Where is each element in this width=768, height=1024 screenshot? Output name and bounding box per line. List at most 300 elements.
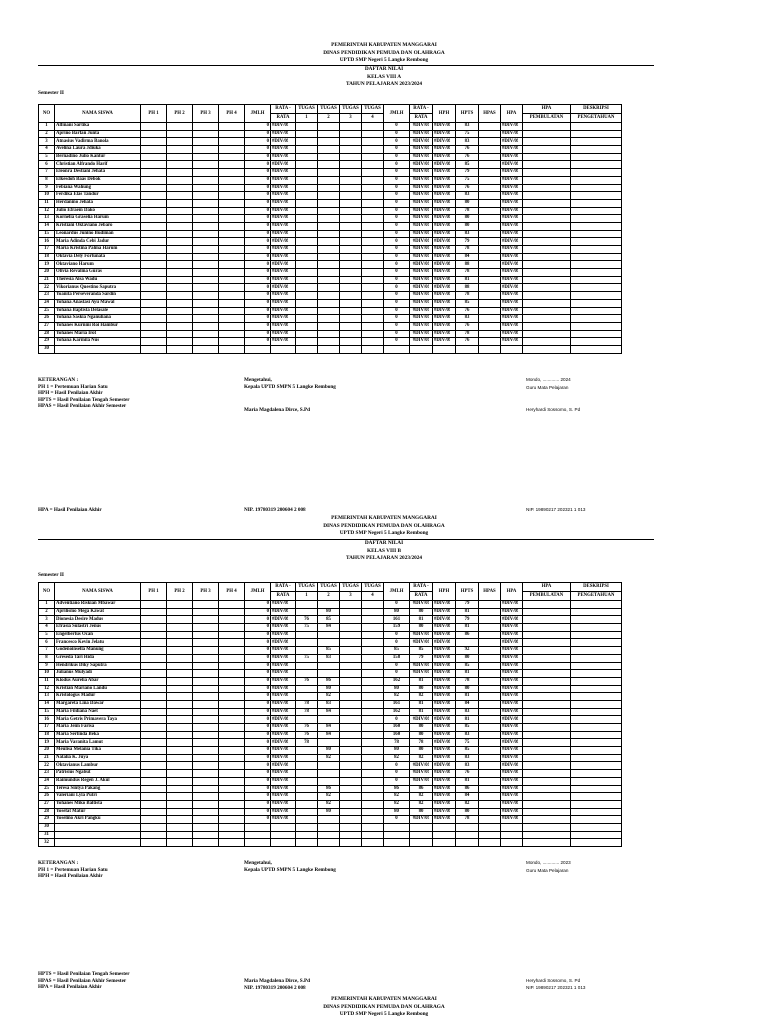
cell-t1 [296,330,318,338]
cell-empty [167,222,193,230]
cell-empty [141,238,167,246]
principal-block-b [244,860,336,873]
cell-jmlh: 0 [245,785,271,793]
cell-empty [167,808,193,816]
cell-hpa: #DIV/0! [501,762,523,770]
cell-empty [523,261,571,269]
cell-hpa: #DIV/0! [501,215,523,223]
cell-jmlh2: 0 [384,631,410,639]
cell-empty [340,616,362,624]
cell-empty [571,601,622,609]
cell-hpa [501,831,523,839]
cell-empty [571,330,622,338]
cell-jmlh: 0 [245,299,271,307]
cell-no: 28 [39,330,55,338]
cell-hpts: 78 [456,292,479,300]
cell-no: 1 [39,123,55,131]
cell-t1 [296,153,318,161]
cell-hpts: 79 [456,601,479,609]
cell-empty [479,269,501,277]
cell-rata2: #DIV/0! [410,153,433,161]
cell-empty [219,322,245,330]
cell-empty [571,215,622,223]
cell-hpts: 80 [456,222,479,230]
cell-t1 [296,169,318,177]
cell-no: 20 [39,269,55,277]
cell-empty [571,292,622,300]
cell-empty [479,808,501,816]
cell-hpa: #DIV/0! [501,315,523,323]
cell-empty [362,199,384,207]
cell-empty [523,192,571,200]
cell-hph: #DIV/0! [433,246,456,254]
cell-empty [523,153,571,161]
cell-jmlh2: 0 [384,169,410,177]
cell-hph: #DIV/0! [433,700,456,708]
cell-empty [141,762,167,770]
cell-empty [219,338,245,346]
cell-empty [571,708,622,716]
cell-empty [219,138,245,146]
cell-empty [141,307,167,315]
cell-hph: #DIV/0! [433,261,456,269]
cell-empty [571,785,622,793]
cell-jmlh2: 0 [384,153,410,161]
cell-empty [193,716,219,724]
cell-rata: #DIV/0! [271,747,296,755]
cell-hph: #DIV/0! [433,299,456,307]
cell-empty [479,138,501,146]
col-ph2: PH 2 [167,105,193,123]
cell-empty [362,693,384,701]
table-row [39,654,622,662]
cell-jmlh: 0 [245,631,271,639]
cell-t1 [296,639,318,647]
cell-nama: Avelina Laura Jdiuka [55,146,141,154]
cell-hph: #DIV/0! [433,747,456,755]
cell-no: 13 [39,693,55,701]
cell-jmlh: 0 [245,276,271,284]
cell-hph: #DIV/0! [433,169,456,177]
cell-hpa: #DIV/0! [501,130,523,138]
cell-nama: Klodus Aurelia Abar [55,677,141,685]
table-row [39,647,622,655]
cell-empty [571,823,622,831]
cell-empty [167,800,193,808]
cell-jmlh: 0 [245,169,271,177]
cell-t2 [318,207,340,215]
cell-hpa: #DIV/0! [501,601,523,609]
cell-jmlh: 0 [245,601,271,609]
col-no: NO [39,105,55,123]
cell-empty [362,292,384,300]
cell-empty [219,207,245,215]
cell-empty [362,731,384,739]
cell-jmlh: 0 [245,724,271,732]
cell-empty [479,654,501,662]
cell-rata: #DIV/0! [271,616,296,624]
cell-jmlh: 0 [245,338,271,346]
cell-empty [340,199,362,207]
cell-no: 7 [39,647,55,655]
cell-t2: 86 [318,785,340,793]
doc-title: DAFTAR NILAI [364,540,404,546]
cell-empty [362,785,384,793]
cell-empty [340,176,362,184]
cell-rata2: #DIV/0! [410,292,433,300]
cell-hpts: 83 [456,123,479,131]
cell-jmlh2: 82 [384,693,410,701]
cell-nama: Natalia K. Juya [55,754,141,762]
cell-no: 23 [39,770,55,778]
cell-jmlh2: 0 [384,292,410,300]
cell-jmlh2: 162 [384,708,410,716]
cell-empty [523,685,571,693]
cell-empty [219,146,245,154]
cell-empty [362,647,384,655]
cell-nama: Kristologus Madur [55,693,141,701]
cell-jmlh: 0 [245,670,271,678]
cell-empty [362,639,384,647]
cell-empty [340,123,362,131]
cell-no: 7 [39,169,55,177]
cell-rata2: #DIV/0! [410,631,433,639]
cell-empty [219,292,245,300]
cell-no: 5 [39,631,55,639]
cell-empty [362,146,384,154]
cell-empty [219,816,245,824]
cell-empty [340,647,362,655]
cell-t1 [296,192,318,200]
table-row [39,169,622,177]
cell-hpts [456,345,479,353]
cell-empty [167,330,193,338]
cell-hph [433,839,456,847]
cell-no: 10 [39,192,55,200]
cell-nama: Valeriani Lyla Putri [55,793,141,801]
cell-empty [479,215,501,223]
cell-jmlh: 0 [245,624,271,632]
cell-hpa: #DIV/0! [501,292,523,300]
cell-hpts: 75 [456,176,479,184]
cell-hph: #DIV/0! [433,800,456,808]
cell-hph: #DIV/0! [433,793,456,801]
cell-hpts: 75 [456,130,479,138]
cell-rata: #DIV/0! [271,716,296,724]
cell-empty [219,330,245,338]
cell-empty [219,153,245,161]
cell-jmlh: 0 [245,184,271,192]
cell-empty [340,345,362,353]
cell-no: 11 [39,677,55,685]
school-title: UPTD SMP Negeri 5 Langke Rembong [339,57,429,63]
table-row [39,222,622,230]
cell-empty [167,770,193,778]
cell-no: 27 [39,800,55,808]
grade-table-a [38,104,622,354]
cell-rata2 [410,831,433,839]
cell-empty [340,153,362,161]
col-t1: 1 [296,592,318,601]
cell-hpts: 76 [456,184,479,192]
cell-empty [219,631,245,639]
cell-hph: #DIV/0! [433,716,456,724]
cell-empty [167,785,193,793]
cell-jmlh2: 0 [384,138,410,146]
class-title: KELAS VIII A [366,73,402,80]
cell-empty [362,770,384,778]
cell-rata: #DIV/0! [271,123,296,131]
cell-jmlh2: 0 [384,146,410,154]
cell-hpa: #DIV/0! [501,184,523,192]
cell-nama: Herdanino Jehata [55,199,141,207]
cell-jmlh2: 85 [384,647,410,655]
cell-empty [571,130,622,138]
cell-empty [340,322,362,330]
cell-hpts: 78 [456,269,479,277]
cell-jmlh2: 0 [384,762,410,770]
cell-empty [571,693,622,701]
cell-empty [219,608,245,616]
cell-hpa: #DIV/0! [501,647,523,655]
cell-empty [141,839,167,847]
cell-hph: #DIV/0! [433,330,456,338]
gov-title: PEMERINTAH KABUPATEN MANGGARAI [331,996,437,1002]
cell-empty [167,693,193,701]
cell-empty [479,322,501,330]
cell-empty [141,631,167,639]
cell-t1 [296,276,318,284]
table-row [39,639,622,647]
keterangan-label: KETERANGAN : [38,377,79,383]
cell-rata2: #DIV/0! [410,777,433,785]
cell-empty [141,724,167,732]
cell-hph: #DIV/0! [433,276,456,284]
cell-empty [167,616,193,624]
cell-empty [167,276,193,284]
cell-empty [141,322,167,330]
principal-nip: NIP. 19780319 200604 2 008 [244,984,306,991]
cell-empty [479,631,501,639]
cell-t2 [318,338,340,346]
cell-empty [340,716,362,724]
cell-empty [167,146,193,154]
cell-no: 14 [39,700,55,708]
class-title: KELAS VIII B [366,547,402,554]
cell-jmlh2 [384,345,410,353]
col-hpas: HPAS [479,105,501,123]
cell-rata: #DIV/0! [271,276,296,284]
col-no: NO [39,583,55,601]
cell-hpts: 78 [456,816,479,824]
cell-empty [523,161,571,169]
cell-empty [141,616,167,624]
table-row [39,307,622,315]
cell-empty [167,631,193,639]
cell-hpa: #DIV/0! [501,207,523,215]
cell-hph: #DIV/0! [433,207,456,215]
cell-t1 [296,816,318,824]
cell-empty [571,762,622,770]
cell-jmlh2: 0 [384,261,410,269]
cell-hph: #DIV/0! [433,253,456,261]
cell-rata2: 82 [410,800,433,808]
col-jmlh: JMLH [245,583,271,601]
cell-rata2: 81 [410,708,433,716]
cell-t1 [296,307,318,315]
cell-empty [362,608,384,616]
cell-empty [193,685,219,693]
cell-empty [362,253,384,261]
cell-empty [219,770,245,778]
cell-rata: #DIV/0! [271,777,296,785]
cell-hpa: #DIV/0! [501,253,523,261]
cell-empty [193,222,219,230]
cell-empty [219,169,245,177]
cell-empty [571,307,622,315]
cell-empty [571,238,622,246]
cell-rata2: #DIV/0! [410,338,433,346]
cell-t1: 76 [296,724,318,732]
cell-empty [479,601,501,609]
cell-empty [523,754,571,762]
cell-empty [340,639,362,647]
cell-nama: Yosefat Matur [55,808,141,816]
cell-empty [141,785,167,793]
cell-jmlh2 [384,831,410,839]
cell-t2: 80 [318,808,340,816]
cell-empty [340,762,362,770]
cell-empty [219,276,245,284]
cell-empty [571,685,622,693]
cell-empty [523,222,571,230]
cell-rata: #DIV/0! [271,670,296,678]
cell-empty [219,747,245,755]
cell-t1 [296,770,318,778]
table-row [39,662,622,670]
cell-empty [362,246,384,254]
cell-empty [167,747,193,755]
cell-empty [523,808,571,816]
cell-no: 10 [39,670,55,678]
col-nama: NAMA SISWA [55,105,141,123]
cell-empty [193,169,219,177]
table-row [39,253,622,261]
cell-empty [340,315,362,323]
cell-hpts: 82 [456,800,479,808]
cell-jmlh2: 0 [384,299,410,307]
cell-hpa: #DIV/0! [501,138,523,146]
cell-hph: #DIV/0! [433,631,456,639]
cell-empty [340,230,362,238]
school-title: UPTD SMP Negeri 5 Langke Rembong [339,530,429,536]
cell-hpts [456,839,479,847]
cell-empty [362,700,384,708]
cell-empty [571,299,622,307]
cell-t2: 82 [318,693,340,701]
cell-rata2: #DIV/0! [410,269,433,277]
cell-hpa: #DIV/0! [501,199,523,207]
cell-t2: 84 [318,708,340,716]
cell-empty [479,315,501,323]
cell-hpa: #DIV/0! [501,631,523,639]
cell-empty [523,654,571,662]
cell-jmlh: 0 [245,647,271,655]
cell-rata: #DIV/0! [271,708,296,716]
cell-nama: Maria Adinda Cebi Jadur [55,238,141,246]
cell-hph: #DIV/0! [433,731,456,739]
cell-t1 [296,238,318,246]
cell-empty [141,338,167,346]
cell-hpts: 80 [456,199,479,207]
cell-empty [362,276,384,284]
teacher-title-b: Guru Mata Pelajaran [526,868,569,873]
cell-empty [167,624,193,632]
cell-empty [571,284,622,292]
cell-empty [167,153,193,161]
cell-empty [141,330,167,338]
cell-empty [571,624,622,632]
cell-jmlh2 [384,823,410,831]
cell-empty [340,601,362,609]
cell-empty [167,639,193,647]
cell-jmlh2: 80 [384,608,410,616]
cell-hpts: 76 [456,307,479,315]
cell-no: 18 [39,253,55,261]
col-rata2-top: RATA - [410,583,433,592]
table-row [39,700,622,708]
cell-jmlh: 0 [245,230,271,238]
cell-empty [193,647,219,655]
cell-empty [193,292,219,300]
cell-empty [219,754,245,762]
table-row [39,345,622,353]
cell-empty [193,731,219,739]
cell-empty [141,292,167,300]
cell-empty [219,199,245,207]
cell-empty [362,284,384,292]
cell-t2 [318,631,340,639]
cell-nama: Aprino Barfan Junta [55,130,141,138]
principal-name: Maria Magdalena Dirce, S.Pd [244,978,311,984]
cell-jmlh2: 0 [384,716,410,724]
cell-empty [571,639,622,647]
cell-jmlh: 0 [245,777,271,785]
cell-empty [193,677,219,685]
cell-jmlh: 0 [245,793,271,801]
cell-rata: #DIV/0! [271,138,296,146]
table-row [39,685,622,693]
cell-rata2: #DIV/0! [410,230,433,238]
cell-empty [193,238,219,246]
cell-empty [340,246,362,254]
cell-empty [193,601,219,609]
cell-t1 [296,631,318,639]
cell-empty [362,747,384,755]
col-hpa2-top: HPA [523,105,571,114]
col-hph: HPH [433,583,456,601]
cell-empty [523,793,571,801]
table-row [39,616,622,624]
cell-hpa: #DIV/0! [501,624,523,632]
cell-rata2: #DIV/0! [410,299,433,307]
cell-empty [219,345,245,353]
table-row [39,230,622,238]
cell-hph: #DIV/0! [433,292,456,300]
cell-t2: 80 [318,608,340,616]
cell-empty [193,808,219,816]
cell-empty [523,616,571,624]
